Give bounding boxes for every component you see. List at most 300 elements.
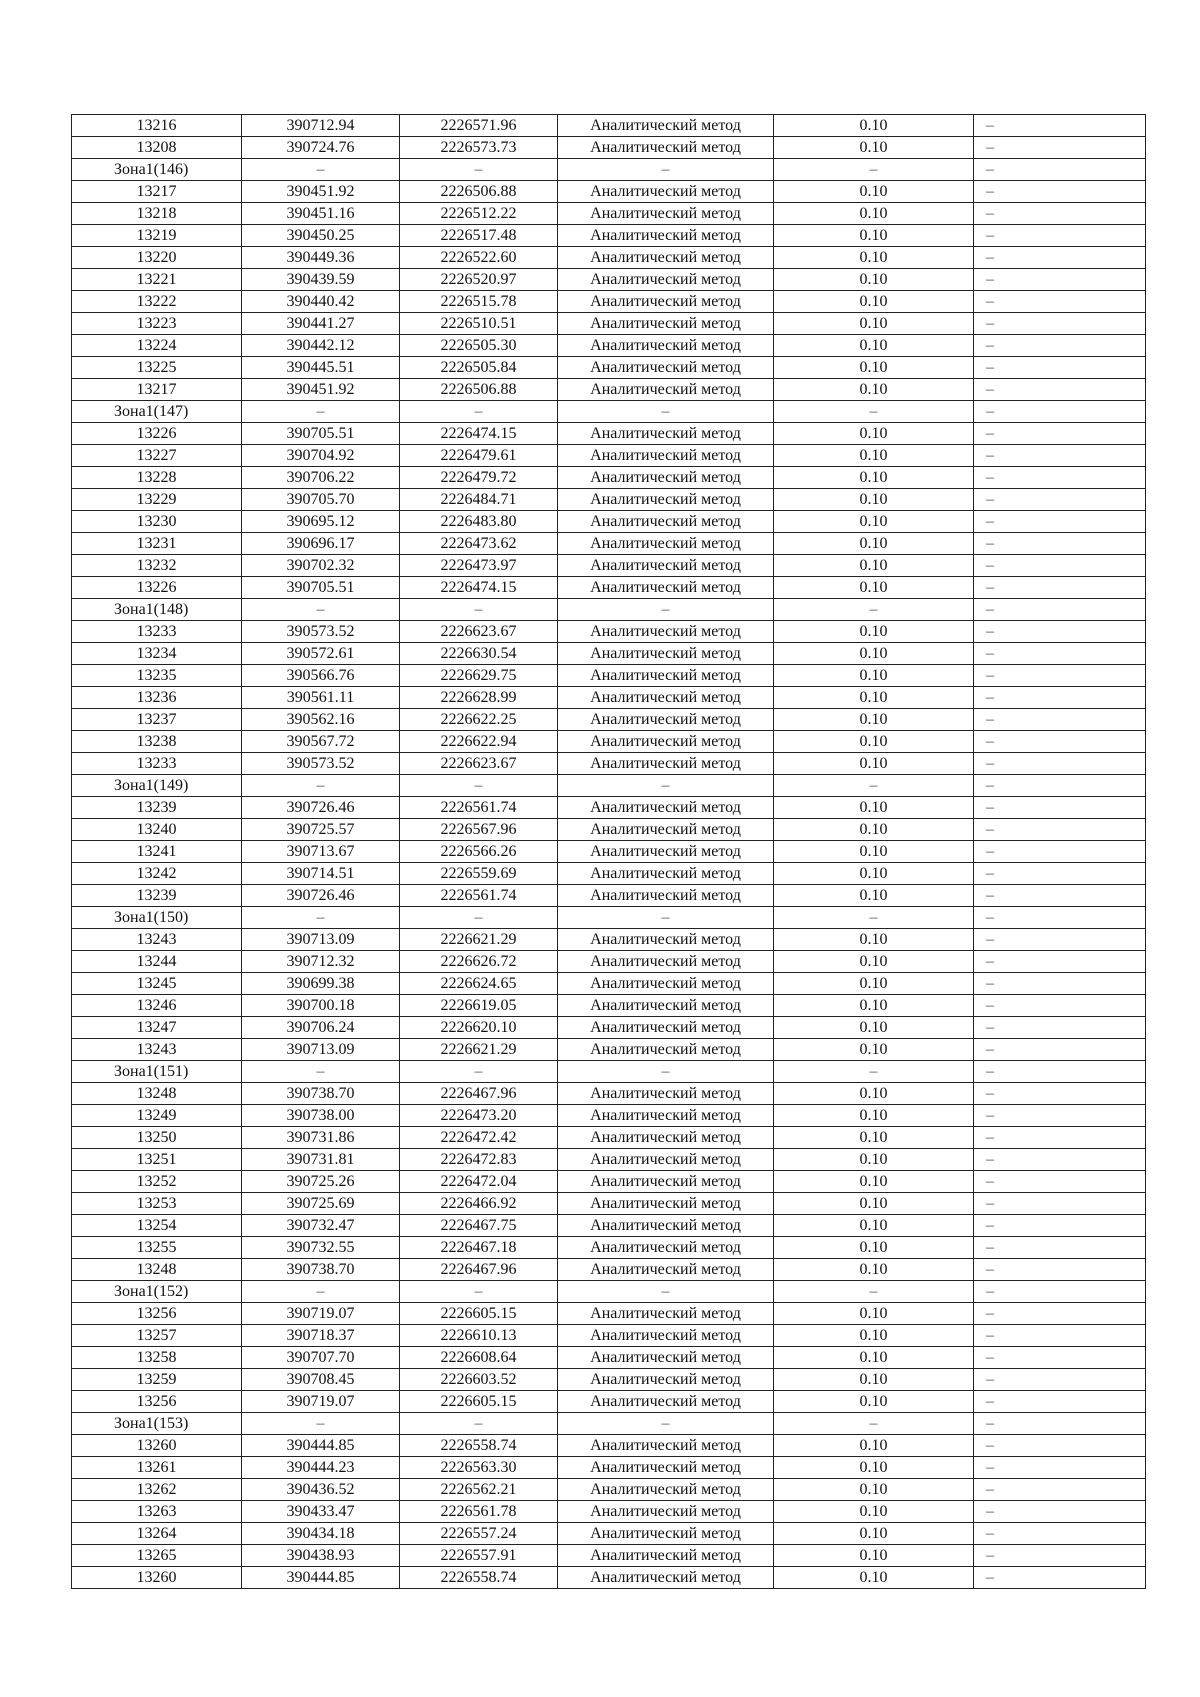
x-coordinate-cell: 390726.46 (242, 885, 400, 907)
note-cell: – (974, 1545, 1146, 1567)
table-row (72, 555, 1146, 577)
x-coordinate-cell: – (242, 907, 400, 929)
note-cell: – (974, 841, 1146, 863)
accuracy-cell: 0.10 (774, 1545, 974, 1567)
note-cell: – (974, 401, 1146, 423)
point-id-cell: 13251 (72, 1149, 242, 1171)
y-coordinate-cell: 2226605.15 (400, 1391, 558, 1413)
note-cell: – (974, 907, 1146, 929)
table-row (72, 1303, 1146, 1325)
coordinates-table-body (72, 115, 1146, 1589)
accuracy-cell: – (774, 1281, 974, 1303)
accuracy-cell: 0.10 (774, 819, 974, 841)
y-coordinate-cell: 2226573.73 (400, 137, 558, 159)
point-id-cell: 13217 (72, 379, 242, 401)
table-row (72, 181, 1146, 203)
note-cell: – (974, 797, 1146, 819)
table-row (72, 687, 1146, 709)
point-id-cell: 13255 (72, 1237, 242, 1259)
zone-label-cell: Зона1(153) (72, 1413, 242, 1435)
method-cell: Аналитический метод (558, 973, 774, 995)
method-cell: Аналитический метод (558, 181, 774, 203)
note-cell: – (974, 1105, 1146, 1127)
note-cell: – (974, 335, 1146, 357)
y-coordinate-cell: 2226605.15 (400, 1303, 558, 1325)
method-cell: Аналитический метод (558, 1369, 774, 1391)
y-coordinate-cell: 2226515.78 (400, 291, 558, 313)
accuracy-cell: – (774, 775, 974, 797)
accuracy-cell: 0.10 (774, 467, 974, 489)
y-coordinate-cell: 2226558.74 (400, 1567, 558, 1589)
x-coordinate-cell: 390731.86 (242, 1127, 400, 1149)
method-cell: Аналитический метод (558, 841, 774, 863)
note-cell: – (974, 951, 1146, 973)
note-cell: – (974, 1039, 1146, 1061)
point-id-cell: 13265 (72, 1545, 242, 1567)
x-coordinate-cell: 390444.85 (242, 1567, 400, 1589)
accuracy-cell: 0.10 (774, 423, 974, 445)
table-row (72, 643, 1146, 665)
method-cell: Аналитический метод (558, 863, 774, 885)
accuracy-cell: 0.10 (774, 1567, 974, 1589)
note-cell: – (974, 1501, 1146, 1523)
note-cell: – (974, 1303, 1146, 1325)
x-coordinate-cell: 390718.37 (242, 1325, 400, 1347)
point-id-cell: 13216 (72, 115, 242, 137)
accuracy-cell: 0.10 (774, 1127, 974, 1149)
table-row (72, 1039, 1146, 1061)
x-coordinate-cell: – (242, 1413, 400, 1435)
point-id-cell: 13261 (72, 1457, 242, 1479)
accuracy-cell: 0.10 (774, 1259, 974, 1281)
note-cell: – (974, 687, 1146, 709)
x-coordinate-cell: – (242, 775, 400, 797)
table-row (72, 951, 1146, 973)
x-coordinate-cell: – (242, 1061, 400, 1083)
accuracy-cell: 0.10 (774, 1083, 974, 1105)
table-row (72, 1215, 1146, 1237)
point-id-cell: 13232 (72, 555, 242, 577)
method-cell: Аналитический метод (558, 577, 774, 599)
x-coordinate-cell: 390713.09 (242, 929, 400, 951)
point-id-cell: 13241 (72, 841, 242, 863)
x-coordinate-cell: – (242, 159, 400, 181)
table-row (72, 995, 1146, 1017)
point-id-cell: 13226 (72, 423, 242, 445)
note-cell: – (974, 1149, 1146, 1171)
table-row (72, 1435, 1146, 1457)
method-cell: Аналитический метод (558, 1457, 774, 1479)
method-cell: Аналитический метод (558, 1083, 774, 1105)
note-cell: – (974, 1259, 1146, 1281)
x-coordinate-cell: 390725.57 (242, 819, 400, 841)
point-id-cell: 13256 (72, 1391, 242, 1413)
accuracy-cell: 0.10 (774, 1479, 974, 1501)
note-cell: – (974, 445, 1146, 467)
note-cell: – (974, 665, 1146, 687)
note-cell: – (974, 1325, 1146, 1347)
accuracy-cell: 0.10 (774, 951, 974, 973)
accuracy-cell: 0.10 (774, 357, 974, 379)
y-coordinate-cell: 2226479.72 (400, 467, 558, 489)
x-coordinate-cell: 390566.76 (242, 665, 400, 687)
x-coordinate-cell: 390696.17 (242, 533, 400, 555)
note-cell: – (974, 1061, 1146, 1083)
zone-label-cell: Зона1(149) (72, 775, 242, 797)
point-id-cell: 13260 (72, 1435, 242, 1457)
table-row (72, 1347, 1146, 1369)
x-coordinate-cell: 390732.47 (242, 1215, 400, 1237)
method-cell: Аналитический метод (558, 137, 774, 159)
y-coordinate-cell: – (400, 159, 558, 181)
note-cell: – (974, 269, 1146, 291)
note-cell: – (974, 973, 1146, 995)
method-cell: Аналитический метод (558, 1347, 774, 1369)
method-cell: Аналитический метод (558, 445, 774, 467)
zone-header-row (72, 1413, 1146, 1435)
y-coordinate-cell: 2226622.94 (400, 731, 558, 753)
x-coordinate-cell: 390441.27 (242, 313, 400, 335)
accuracy-cell: 0.10 (774, 1193, 974, 1215)
y-coordinate-cell: 2226559.69 (400, 863, 558, 885)
accuracy-cell: 0.10 (774, 1523, 974, 1545)
table-row (72, 357, 1146, 379)
note-cell: – (974, 863, 1146, 885)
zone-label-cell: Зона1(150) (72, 907, 242, 929)
x-coordinate-cell: 390726.46 (242, 797, 400, 819)
accuracy-cell: 0.10 (774, 291, 974, 313)
table-row (72, 863, 1146, 885)
x-coordinate-cell: 390712.94 (242, 115, 400, 137)
point-id-cell: 13227 (72, 445, 242, 467)
point-id-cell: 13245 (72, 973, 242, 995)
point-id-cell: 13237 (72, 709, 242, 731)
table-row (72, 1567, 1146, 1589)
accuracy-cell: 0.10 (774, 181, 974, 203)
y-coordinate-cell: 2226624.65 (400, 973, 558, 995)
y-coordinate-cell: 2226557.24 (400, 1523, 558, 1545)
accuracy-cell: 0.10 (774, 885, 974, 907)
table-row (72, 1083, 1146, 1105)
point-id-cell: 13226 (72, 577, 242, 599)
accuracy-cell: 0.10 (774, 379, 974, 401)
note-cell: – (974, 1347, 1146, 1369)
accuracy-cell: – (774, 1061, 974, 1083)
point-id-cell: 13208 (72, 137, 242, 159)
method-cell: – (558, 907, 774, 929)
table-row (72, 929, 1146, 951)
method-cell: Аналитический метод (558, 115, 774, 137)
y-coordinate-cell: 2226467.18 (400, 1237, 558, 1259)
accuracy-cell: 0.10 (774, 753, 974, 775)
method-cell: Аналитический метод (558, 335, 774, 357)
y-coordinate-cell: 2226621.29 (400, 929, 558, 951)
accuracy-cell: 0.10 (774, 1391, 974, 1413)
note-cell: – (974, 1127, 1146, 1149)
point-id-cell: 13243 (72, 1039, 242, 1061)
y-coordinate-cell: – (400, 1413, 558, 1435)
accuracy-cell: 0.10 (774, 335, 974, 357)
point-id-cell: 13239 (72, 797, 242, 819)
accuracy-cell: 0.10 (774, 577, 974, 599)
note-cell: – (974, 1523, 1146, 1545)
point-id-cell: 13233 (72, 753, 242, 775)
x-coordinate-cell: – (242, 1281, 400, 1303)
table-row (72, 335, 1146, 357)
accuracy-cell: 0.10 (774, 1215, 974, 1237)
x-coordinate-cell: 390707.70 (242, 1347, 400, 1369)
method-cell: Аналитический метод (558, 1567, 774, 1589)
method-cell: Аналитический метод (558, 621, 774, 643)
accuracy-cell: – (774, 159, 974, 181)
accuracy-cell: 0.10 (774, 1325, 974, 1347)
x-coordinate-cell: 390449.36 (242, 247, 400, 269)
x-coordinate-cell: 390706.22 (242, 467, 400, 489)
x-coordinate-cell: 390440.42 (242, 291, 400, 313)
point-id-cell: 13259 (72, 1369, 242, 1391)
method-cell: Аналитический метод (558, 1237, 774, 1259)
x-coordinate-cell: 390442.12 (242, 335, 400, 357)
zone-label-cell: Зона1(147) (72, 401, 242, 423)
method-cell: Аналитический метод (558, 1391, 774, 1413)
method-cell: Аналитический метод (558, 1523, 774, 1545)
point-id-cell: 13243 (72, 929, 242, 951)
method-cell: Аналитический метод (558, 1303, 774, 1325)
y-coordinate-cell: – (400, 1061, 558, 1083)
method-cell: Аналитический метод (558, 511, 774, 533)
method-cell: Аналитический метод (558, 423, 774, 445)
point-id-cell: 13234 (72, 643, 242, 665)
table-row (72, 577, 1146, 599)
y-coordinate-cell: – (400, 775, 558, 797)
table-row (72, 1105, 1146, 1127)
y-coordinate-cell: 2226472.42 (400, 1127, 558, 1149)
point-id-cell: 13224 (72, 335, 242, 357)
method-cell: Аналитический метод (558, 1325, 774, 1347)
note-cell: – (974, 709, 1146, 731)
table-row (72, 841, 1146, 863)
x-coordinate-cell: 390438.93 (242, 1545, 400, 1567)
x-coordinate-cell: 390444.23 (242, 1457, 400, 1479)
y-coordinate-cell: 2226522.60 (400, 247, 558, 269)
accuracy-cell: 0.10 (774, 665, 974, 687)
y-coordinate-cell: – (400, 599, 558, 621)
note-cell: – (974, 885, 1146, 907)
method-cell: Аналитический метод (558, 753, 774, 775)
table-row (72, 1523, 1146, 1545)
accuracy-cell: 0.10 (774, 995, 974, 1017)
method-cell: Аналитический метод (558, 555, 774, 577)
accuracy-cell: 0.10 (774, 731, 974, 753)
accuracy-cell: 0.10 (774, 1237, 974, 1259)
x-coordinate-cell: 390572.61 (242, 643, 400, 665)
table-row (72, 445, 1146, 467)
point-id-cell: 13230 (72, 511, 242, 533)
accuracy-cell: 0.10 (774, 115, 974, 137)
y-coordinate-cell: 2226620.10 (400, 1017, 558, 1039)
accuracy-cell: 0.10 (774, 313, 974, 335)
x-coordinate-cell: 390439.59 (242, 269, 400, 291)
point-id-cell: 13258 (72, 1347, 242, 1369)
table-row (72, 1149, 1146, 1171)
note-cell: – (974, 225, 1146, 247)
x-coordinate-cell: 390573.52 (242, 753, 400, 775)
note-cell: – (974, 1391, 1146, 1413)
method-cell: – (558, 401, 774, 423)
accuracy-cell: 0.10 (774, 1435, 974, 1457)
y-coordinate-cell: 2226603.52 (400, 1369, 558, 1391)
x-coordinate-cell: 390562.16 (242, 709, 400, 731)
table-row (72, 467, 1146, 489)
accuracy-cell: 0.10 (774, 247, 974, 269)
accuracy-cell: – (774, 401, 974, 423)
y-coordinate-cell: 2226473.97 (400, 555, 558, 577)
point-id-cell: 13249 (72, 1105, 242, 1127)
x-coordinate-cell: 390738.70 (242, 1259, 400, 1281)
method-cell: Аналитический метод (558, 313, 774, 335)
x-coordinate-cell: 390725.69 (242, 1193, 400, 1215)
table-row (72, 225, 1146, 247)
accuracy-cell: – (774, 1413, 974, 1435)
table-row (72, 665, 1146, 687)
table-row (72, 1171, 1146, 1193)
method-cell: – (558, 1061, 774, 1083)
table-row (72, 269, 1146, 291)
method-cell: Аналитический метод (558, 1105, 774, 1127)
x-coordinate-cell: 390708.45 (242, 1369, 400, 1391)
method-cell: Аналитический метод (558, 1435, 774, 1457)
x-coordinate-cell: 390725.26 (242, 1171, 400, 1193)
note-cell: – (974, 1281, 1146, 1303)
method-cell: Аналитический метод (558, 1501, 774, 1523)
y-coordinate-cell: 2226626.72 (400, 951, 558, 973)
table-row (72, 291, 1146, 313)
table-row (72, 423, 1146, 445)
method-cell: Аналитический метод (558, 1149, 774, 1171)
accuracy-cell: 0.10 (774, 643, 974, 665)
method-cell: Аналитический метод (558, 709, 774, 731)
accuracy-cell: 0.10 (774, 1149, 974, 1171)
point-id-cell: 13229 (72, 489, 242, 511)
accuracy-cell: 0.10 (774, 1303, 974, 1325)
y-coordinate-cell: 2226557.91 (400, 1545, 558, 1567)
y-coordinate-cell: 2226474.15 (400, 423, 558, 445)
y-coordinate-cell: 2226630.54 (400, 643, 558, 665)
table-row (72, 1501, 1146, 1523)
point-id-cell: 13218 (72, 203, 242, 225)
point-id-cell: 13247 (72, 1017, 242, 1039)
y-coordinate-cell: 2226629.75 (400, 665, 558, 687)
point-id-cell: 13242 (72, 863, 242, 885)
accuracy-cell: 0.10 (774, 269, 974, 291)
y-coordinate-cell: 2226472.04 (400, 1171, 558, 1193)
zone-header-row (72, 775, 1146, 797)
zone-label-cell: Зона1(148) (72, 599, 242, 621)
accuracy-cell: 0.10 (774, 863, 974, 885)
y-coordinate-cell: 2226610.13 (400, 1325, 558, 1347)
y-coordinate-cell: 2226479.61 (400, 445, 558, 467)
note-cell: – (974, 995, 1146, 1017)
table-row (72, 1479, 1146, 1501)
y-coordinate-cell: 2226517.48 (400, 225, 558, 247)
note-cell: – (974, 159, 1146, 181)
y-coordinate-cell: 2226628.99 (400, 687, 558, 709)
table-row (72, 1325, 1146, 1347)
accuracy-cell: 0.10 (774, 511, 974, 533)
table-row (72, 797, 1146, 819)
accuracy-cell: 0.10 (774, 1347, 974, 1369)
method-cell: Аналитический метод (558, 533, 774, 555)
point-id-cell: 13254 (72, 1215, 242, 1237)
accuracy-cell: 0.10 (774, 797, 974, 819)
method-cell: Аналитический метод (558, 247, 774, 269)
point-id-cell: 13225 (72, 357, 242, 379)
table-row (72, 1017, 1146, 1039)
table-row (72, 753, 1146, 775)
method-cell: Аналитический метод (558, 819, 774, 841)
accuracy-cell: – (774, 599, 974, 621)
point-id-cell: 13262 (72, 1479, 242, 1501)
accuracy-cell: 0.10 (774, 1105, 974, 1127)
method-cell: Аналитический метод (558, 357, 774, 379)
method-cell: Аналитический метод (558, 885, 774, 907)
note-cell: – (974, 577, 1146, 599)
point-id-cell: 13256 (72, 1303, 242, 1325)
method-cell: – (558, 775, 774, 797)
note-cell: – (974, 775, 1146, 797)
method-cell: Аналитический метод (558, 797, 774, 819)
x-coordinate-cell: 390712.32 (242, 951, 400, 973)
coordinates-table (71, 114, 1146, 1589)
zone-label-cell: Зона1(146) (72, 159, 242, 181)
table-row (72, 489, 1146, 511)
note-cell: – (974, 533, 1146, 555)
note-cell: – (974, 1413, 1146, 1435)
x-coordinate-cell: 390713.09 (242, 1039, 400, 1061)
table-row (72, 885, 1146, 907)
zone-header-row (72, 1281, 1146, 1303)
method-cell: Аналитический метод (558, 203, 774, 225)
y-coordinate-cell: 2226473.62 (400, 533, 558, 555)
x-coordinate-cell: 390434.18 (242, 1523, 400, 1545)
method-cell: Аналитический метод (558, 643, 774, 665)
point-id-cell: 13231 (72, 533, 242, 555)
y-coordinate-cell: 2226622.25 (400, 709, 558, 731)
y-coordinate-cell: 2226561.74 (400, 797, 558, 819)
point-id-cell: 13221 (72, 269, 242, 291)
accuracy-cell: 0.10 (774, 973, 974, 995)
method-cell: Аналитический метод (558, 1171, 774, 1193)
note-cell: – (974, 621, 1146, 643)
point-id-cell: 13222 (72, 291, 242, 313)
point-id-cell: 13250 (72, 1127, 242, 1149)
table-row (72, 1369, 1146, 1391)
note-cell: – (974, 181, 1146, 203)
x-coordinate-cell: 390719.07 (242, 1303, 400, 1325)
y-coordinate-cell: 2226474.15 (400, 577, 558, 599)
table-row (72, 1259, 1146, 1281)
table-row (72, 709, 1146, 731)
y-coordinate-cell: 2226558.74 (400, 1435, 558, 1457)
x-coordinate-cell: 390573.52 (242, 621, 400, 643)
note-cell: – (974, 247, 1146, 269)
point-id-cell: 13264 (72, 1523, 242, 1545)
y-coordinate-cell: 2226505.30 (400, 335, 558, 357)
method-cell: – (558, 159, 774, 181)
point-id-cell: 13244 (72, 951, 242, 973)
note-cell: – (974, 379, 1146, 401)
y-coordinate-cell: 2226623.67 (400, 621, 558, 643)
